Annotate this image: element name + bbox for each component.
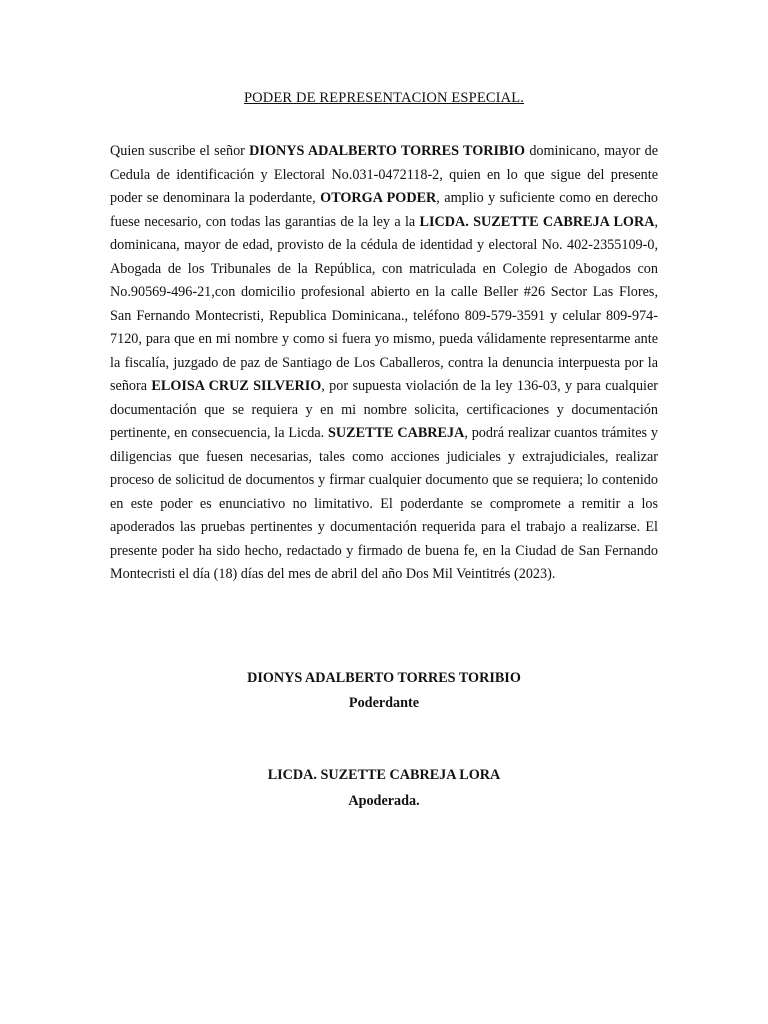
body-segment: Quien suscribe el señor <box>110 143 250 159</box>
apoderada-name: LICDA. SUZETTE CABREJA LORA <box>267 767 501 783</box>
document-body <box>110 140 658 587</box>
body-segment: dominicano, mayor de Cedula de identificación y Electoral No.031-0472118-2, quien en lo que sigue del presente poder se denominara la poderdante, <box>110 143 658 206</box>
poderdante-role: Poderdante <box>348 695 420 711</box>
body-segment-bold: OTORGA PODER <box>320 190 437 206</box>
body-segment-bold: SUZETTE CABREJA <box>328 425 465 441</box>
body-segment-bold: LICDA. SUZETTE CABREJA LORA <box>419 213 655 230</box>
poderdante-name: DIONYS ADALBERTO TORRES TORIBIO <box>247 670 521 686</box>
body-segment: , amplio y suficiente como en derecho fuese necesario, con todas las garantias de la ley a la <box>110 190 658 230</box>
apoderada-role: Apoderada. <box>348 793 420 809</box>
body-segment-bold: ELOISA CRUZ SILVERIO <box>151 378 322 394</box>
document-title: PODER DE REPRESENTACION ESPECIAL. <box>243 90 525 106</box>
body-segment: , podrá realizar cuantos trámites y diligencias que fuesen necesarias, tales como acciones judiciales y extrajudiciales, realizar proceso de solicitud de documentos y firmar cualquier documento que se requiera; lo contenido en este poder es enunciativo no limitativo. El poderdante se compromete a remitir a los apoderados las pruebas pertinentes y documentación requerida para el trabajo a realizarse. El presente poder ha sido hecho, redactado y firmado de buena fe, en la Ciudad de San Fernando Montecristi el día (18) días del mes de abril del año Dos Mil Veintitrés (2023). <box>110 425 658 582</box>
body-segment: , por supuesta violación de la ley 136-03, y para cualquier documentación que se requiera y en mi nombre solicita, certificaciones y documentación pertinente, en consecuencia, la Licda. <box>110 378 659 441</box>
body-segment-bold: DIONYS ADALBERTO TORRES TORIBIO <box>249 143 526 159</box>
body-segment: , dominicana, mayor de edad, provisto de la cédula de identidad y electoral No. 402-2355109-0, Abogada de los Tribunales de la República, con matriculada en Colegio de Abogados con No.90569-496-21,con domicilio profesional abierto en la calle Beller #26 Sector Las Flores, San Fernando Montecristi, Republica Dominicana., teléfono 809-579-3591 y celular 809-974-7120, para que en mi nombre y como si fuera yo mismo, pueda válidamente representarme ante la fiscalía, juzgado de paz de Santiago de Los Caballeros, contra la denuncia interpuesta por la señora <box>110 213 658 394</box>
